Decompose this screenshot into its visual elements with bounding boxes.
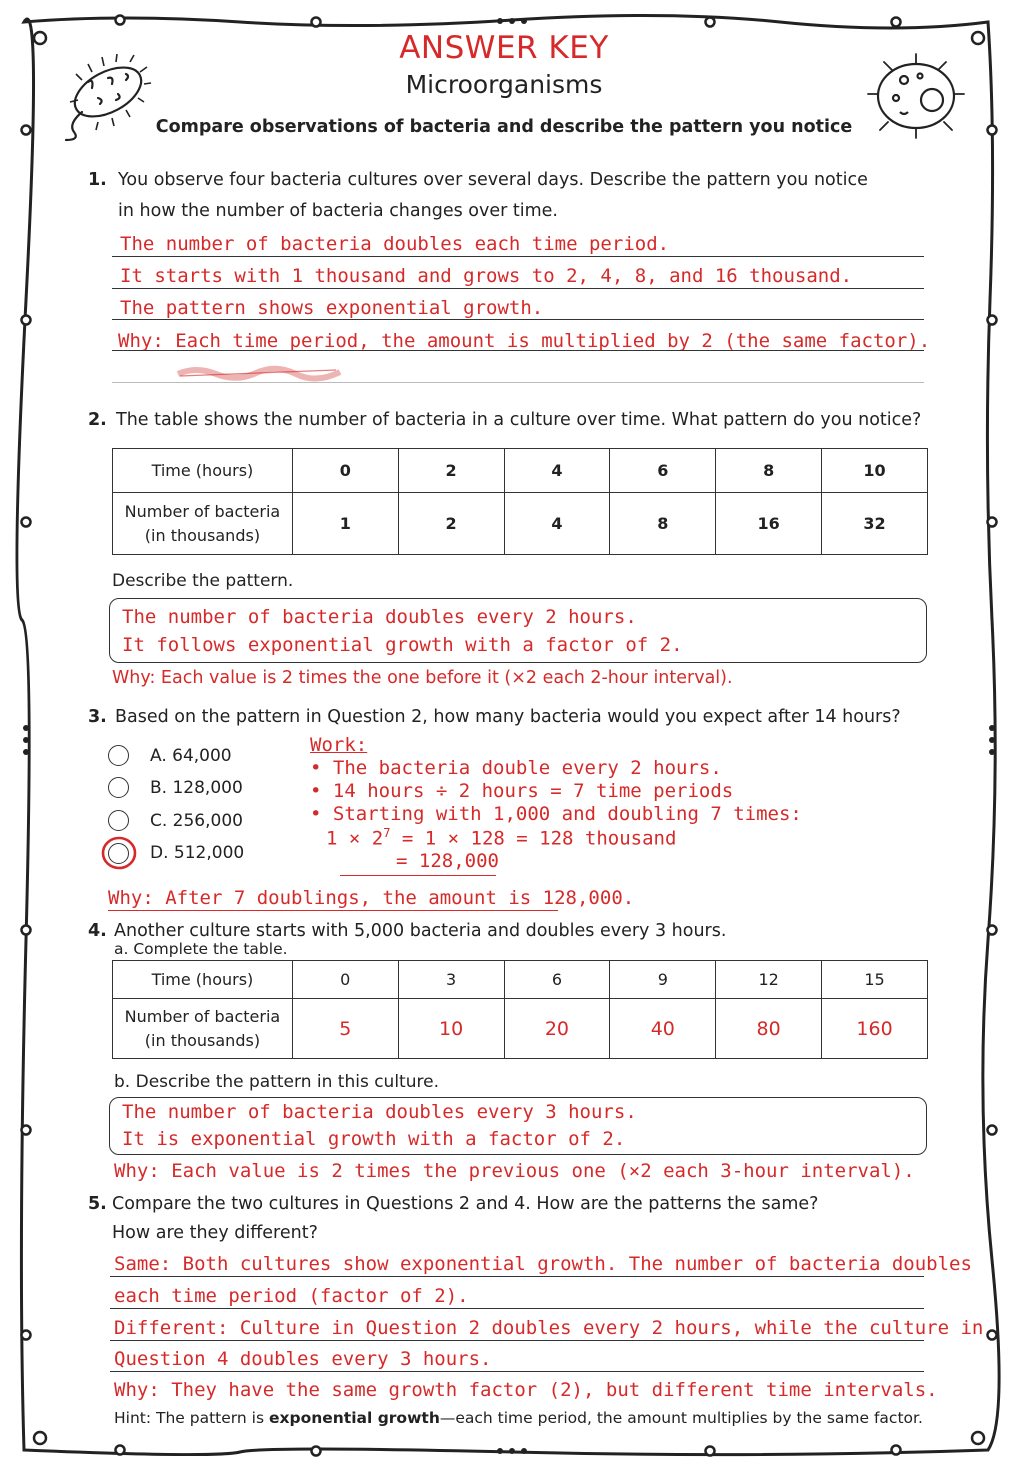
q4-box-answer: The number of bacteria doubles every 3 hours. bbox=[122, 1101, 637, 1123]
table-cell: 4 bbox=[504, 449, 610, 493]
table-cell: 6 bbox=[504, 961, 610, 999]
option-a-radio[interactable] bbox=[108, 745, 129, 766]
table-cell: 16 bbox=[716, 493, 822, 555]
table-answer-cell: 80 bbox=[716, 999, 822, 1059]
table-cell: 15 bbox=[822, 961, 928, 999]
q1-text-line1: You observe four bacteria cultures over several days. Describe the pattern you notice bbox=[118, 170, 868, 190]
option-a-label: A. 64,000 bbox=[150, 746, 232, 766]
q5-answer-line: Why: They have the same growth factor (2), but different time intervals. bbox=[114, 1379, 938, 1401]
q3-number: 3. bbox=[88, 707, 107, 727]
q3-work-title: Work: bbox=[310, 734, 368, 756]
q2-text: The table shows the number of bacteria in a culture over time. What pattern do you notice? bbox=[116, 410, 922, 430]
hint-prefix: Hint: The pattern is bbox=[114, 1409, 269, 1427]
q4-part-b: b. Describe the pattern in this culture. bbox=[114, 1072, 439, 1092]
q4-number: 4. bbox=[88, 921, 107, 941]
q1-answer-line: Why: Each time period, the amount is multiplied by 2 (the same factor). bbox=[118, 330, 931, 352]
option-c-radio[interactable] bbox=[108, 810, 129, 831]
table-cell: 32 bbox=[822, 493, 928, 555]
hint-bold: exponential growth bbox=[268, 1409, 440, 1427]
table-row bbox=[113, 493, 928, 555]
q3-work-line: • Starting with 1,000 and doubling 7 times: bbox=[310, 803, 802, 825]
q5-text-line1: Compare the two cultures in Questions 2 and 4. How are the patterns the same? bbox=[112, 1194, 819, 1214]
hint-text bbox=[114, 1409, 923, 1427]
q4-box-answer: It is exponential growth with a factor of 2. bbox=[122, 1128, 626, 1150]
table-row bbox=[113, 999, 928, 1059]
q4-text: Another culture starts with 5,000 bacteria and doubles every 3 hours. bbox=[114, 921, 727, 941]
table-cell: 0 bbox=[292, 961, 398, 999]
table-cell: 8 bbox=[610, 493, 716, 555]
q5-answer-line: Different: Culture in Question 2 doubles every 2 hours, while the culture in bbox=[114, 1317, 984, 1339]
table-header-cell: Time (hours) bbox=[113, 961, 293, 999]
answer-key-title: ANSWER KEY bbox=[399, 30, 609, 66]
table-row bbox=[113, 961, 928, 999]
q5-answer-line: each time period (factor of 2). bbox=[114, 1285, 469, 1307]
row-header-line: (in thousands) bbox=[144, 1030, 261, 1050]
table-answer-cell: 5 bbox=[292, 999, 398, 1059]
row-header-line: Number of bacteria bbox=[124, 1007, 281, 1027]
page-subtitle: Microorganisms bbox=[405, 70, 603, 99]
table-answer-cell: 40 bbox=[610, 999, 716, 1059]
q2-number: 2. bbox=[88, 410, 107, 430]
q5-answer-line: Same: Both cultures show exponential growth. The number of bacteria doubles bbox=[114, 1253, 972, 1275]
table-cell: 1 bbox=[292, 493, 398, 555]
q5-text-line2: How are they different? bbox=[112, 1223, 318, 1243]
q4-why: Why: Each value is 2 times the previous one (×2 each 3-hour interval). bbox=[114, 1160, 915, 1182]
table-cell: 2 bbox=[398, 449, 504, 493]
table-header-cell: Time (hours) bbox=[113, 449, 293, 493]
table-header-cell bbox=[113, 493, 293, 555]
q4-part-a: a. Complete the table. bbox=[114, 940, 288, 958]
table-cell: 2 bbox=[398, 493, 504, 555]
q2-box-answer: The number of bacteria doubles every 2 hours. bbox=[122, 606, 637, 628]
table-cell: 12 bbox=[716, 961, 822, 999]
table-answer-cell: 20 bbox=[504, 999, 610, 1059]
table-cell: 10 bbox=[822, 449, 928, 493]
calc-exponent: 7 bbox=[383, 826, 391, 840]
table-cell: 4 bbox=[504, 493, 610, 555]
q3-work-line: • The bacteria double every 2 hours. bbox=[310, 757, 722, 779]
table-cell: 0 bbox=[292, 449, 398, 493]
option-b-label: B. 128,000 bbox=[150, 778, 243, 798]
q1-text-line2: in how the number of bacteria changes over time. bbox=[118, 201, 558, 221]
q1-answer-line: It starts with 1 thousand and grows to 2, 4, 8, and 16 thousand. bbox=[120, 265, 853, 287]
hint-suffix: —each time period, the amount multiplies by the same factor. bbox=[439, 1409, 923, 1427]
q3-why: Why: After 7 doublings, the amount is 128,000. bbox=[108, 887, 635, 909]
table-cell: 8 bbox=[716, 449, 822, 493]
q3-text: Based on the pattern in Question 2, how many bacteria would you expect after 14 hours? bbox=[115, 707, 901, 727]
option-b-radio[interactable] bbox=[108, 777, 129, 798]
row-header-line: (in thousands) bbox=[144, 525, 261, 545]
q1-number: 1. bbox=[88, 170, 107, 190]
option-d-label: D. 512,000 bbox=[150, 843, 245, 863]
q2-box-answer: It follows exponential growth with a factor of 2. bbox=[122, 634, 683, 656]
q3-calc-result: = 128,000 bbox=[396, 850, 499, 872]
q2-describe-label: Describe the pattern. bbox=[112, 571, 294, 591]
table-cell: 3 bbox=[398, 961, 504, 999]
q5-answer-line: Question 4 doubles every 3 hours. bbox=[114, 1348, 492, 1370]
calc-rest: = 1 × 128 = 128 thousand bbox=[390, 827, 677, 850]
option-c-label: C. 256,000 bbox=[150, 811, 243, 831]
q1-answer-line: The pattern shows exponential growth. bbox=[120, 297, 544, 319]
table-header-cell bbox=[113, 999, 293, 1059]
q2-why: Why: Each value is 2 times the one before it (×2 each 2-hour interval). bbox=[112, 668, 733, 688]
q5-number: 5. bbox=[88, 1194, 107, 1214]
table-cell: 6 bbox=[610, 449, 716, 493]
instructions: Compare observations of bacteria and describe the pattern you notice bbox=[155, 117, 853, 137]
q4-table bbox=[112, 960, 928, 1059]
table-answer-cell: 160 bbox=[822, 999, 928, 1059]
calc-base: 1 × 2 bbox=[326, 827, 384, 850]
q3-work-line: • 14 hours ÷ 2 hours = 7 time periods bbox=[310, 780, 734, 802]
table-cell: 9 bbox=[610, 961, 716, 999]
row-header-line: Number of bacteria bbox=[124, 502, 281, 522]
circled-answer-mark bbox=[100, 835, 138, 871]
q3-calculation bbox=[326, 826, 676, 849]
erased-scribble bbox=[176, 364, 342, 382]
q1-answer-line: The number of bacteria doubles each time period. bbox=[120, 233, 670, 255]
q2-table bbox=[112, 448, 928, 555]
table-row bbox=[113, 449, 928, 493]
table-answer-cell: 10 bbox=[398, 999, 504, 1059]
